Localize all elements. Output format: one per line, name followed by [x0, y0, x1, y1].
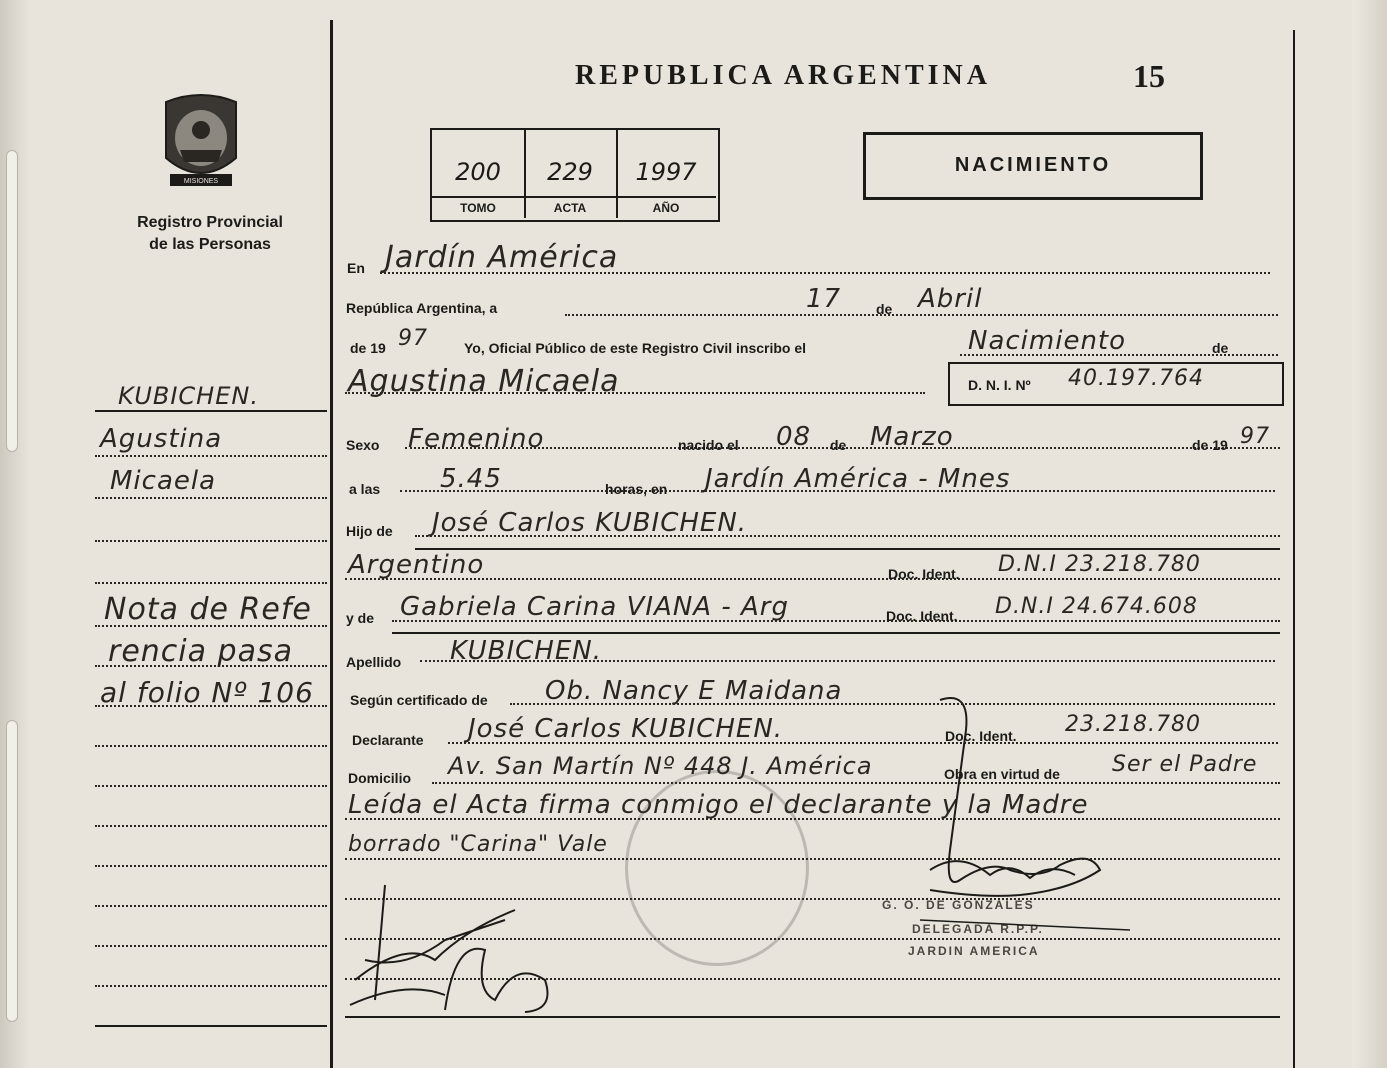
nacido-label: nacido el [678, 437, 739, 453]
reference-table [430, 128, 720, 222]
page-number: 15 [1133, 58, 1165, 94]
right-border [1293, 30, 1295, 1068]
dni-box [948, 362, 1284, 406]
horas-label: horas, en [605, 481, 668, 497]
doc-label-declarante: Doc. Ident. [945, 728, 1017, 744]
hijo-label: Hijo de [346, 523, 393, 539]
father-value: José Carlos KUBICHEN. [432, 508, 748, 538]
tomo-value: 200 [455, 158, 501, 186]
de19-label: de 19 [1192, 437, 1228, 453]
margin-rule [95, 945, 327, 947]
form-rule [345, 578, 1280, 580]
cert-value: Ob. Nancy E Maidana [545, 676, 843, 706]
official-stamp [625, 770, 809, 966]
event-value: Nacimiento [968, 326, 1127, 356]
birth-day: 08 [776, 422, 812, 452]
father-nationality: Argentino [348, 550, 485, 580]
margin-rule [95, 825, 327, 827]
margin-rule [95, 582, 327, 584]
registry-line-1: Registro Provincial [137, 214, 283, 231]
tomo-cell [432, 130, 526, 218]
de3-label: de [830, 437, 847, 453]
officer-signature-icon [900, 690, 1140, 950]
acta-label: ACTA [524, 196, 616, 215]
place-value: Jardín América - Mnes [705, 464, 1011, 494]
year-value: 97 [398, 326, 428, 351]
en-value: Jardín América [385, 240, 619, 275]
registry-line-2: de las Personas [149, 236, 271, 253]
name-value: Agustina Micaela [348, 364, 620, 399]
stamp-line-2: DELEGADA R.P.P. [912, 922, 1044, 936]
father-doc: D.N.I 23.218.780 [998, 552, 1201, 577]
margin-rule [95, 745, 327, 747]
declarante-doc: 23.218.780 [1065, 712, 1201, 737]
next-page-edge [1352, 0, 1387, 1068]
margin-rule [95, 985, 327, 987]
year-prefix-label: de 19 [350, 340, 386, 356]
page-title: REPUBLICA ARGENTINA [575, 60, 991, 91]
stamp-line-3: JARDIN AMERICA [908, 944, 1040, 958]
margin-note-1: Nota de Refe [104, 592, 312, 627]
acta-value: 229 [547, 158, 593, 186]
record-type-box [863, 132, 1203, 200]
margin-given-2: Micaela [110, 466, 217, 496]
acta-cell [524, 130, 618, 218]
form-rule [415, 548, 1280, 550]
form-rule [392, 632, 1280, 634]
stamp-line-1: G. O. DE GONZALES [882, 898, 1035, 912]
dni-value: 40.197.764 [1068, 366, 1204, 391]
anio-label: AÑO [616, 196, 716, 215]
binder-ring [6, 720, 18, 1022]
binder-edge [0, 0, 28, 1068]
margin-rule [95, 785, 327, 787]
mother-value: Gabriela Carina VIANA - Arg [400, 592, 789, 622]
month-value: Abril [918, 284, 983, 314]
anio-value: 1997 [635, 158, 697, 186]
obra-value: Ser el Padre [1112, 752, 1258, 777]
apellido-value: KUBICHEN. [450, 636, 602, 666]
domicilio-label: Domicilio [348, 770, 412, 786]
margin-note-2: rencia pasa [108, 634, 293, 669]
dni-label: D. N. I. Nº [968, 377, 1031, 393]
form-rule [565, 314, 1278, 316]
obra-label: Obra en virtud de [944, 766, 1060, 782]
alas-label: a las [349, 481, 381, 497]
province-seal-icon [158, 88, 244, 192]
margin-given-1: Agustina [100, 424, 223, 454]
declarante-value: José Carlos KUBICHEN. [468, 714, 784, 744]
de2-label: de [1212, 340, 1229, 356]
margin-rule [95, 497, 327, 499]
yde-label: y de [346, 610, 375, 626]
doc-label-mother: Doc. Ident. [886, 608, 958, 624]
form-rule [432, 782, 1280, 784]
birth-year: 97 [1240, 424, 1270, 449]
margin-rule [95, 410, 327, 412]
apellido-label: Apellido [346, 654, 402, 670]
margin-surname: KUBICHEN. [118, 382, 259, 410]
sexo-value: Femenino [408, 424, 545, 454]
en-label: En [347, 260, 365, 276]
sexo-label: Sexo [346, 437, 380, 453]
margin-divider [330, 20, 333, 1068]
remark-1: Leída el Acta firma conmigo el declarante y la Madre [348, 790, 1089, 820]
domicilio-value: Av. San Martín Nº 448 J. América [448, 752, 873, 780]
republica-label: República Argentina, a [346, 300, 498, 316]
record-type: NACIMIENTO [954, 154, 1112, 176]
day-value: 17 [806, 284, 842, 314]
margin-rule [95, 455, 327, 457]
de-label: de [876, 301, 893, 317]
margin-rule [95, 1025, 327, 1027]
tomo-label: TOMO [432, 196, 524, 215]
margin-rule [95, 905, 327, 907]
declarante-label: Declarante [352, 732, 424, 748]
anio-cell [616, 130, 716, 218]
birth-month: Marzo [870, 422, 954, 452]
binder-ring [6, 150, 18, 452]
declarant-signature-icon [345, 880, 575, 1020]
hour-value: 5.45 [440, 464, 502, 494]
margin-note-3: al folio Nº 106 [100, 676, 314, 709]
margin-rule [95, 540, 327, 542]
cert-label: Según certificado de [350, 692, 488, 708]
seal-label: MISIONES [183, 178, 219, 185]
mother-doc: D.N.I 24.674.608 [995, 594, 1198, 619]
remark-2: borrado "Carina" Vale [348, 832, 608, 857]
margin-rule [95, 865, 327, 867]
registry-name [110, 212, 310, 256]
doc-label-father: Doc. Ident. [888, 566, 960, 582]
officer-text: Yo, Oficial Público de este Registro Civil inscribo el [464, 340, 807, 356]
